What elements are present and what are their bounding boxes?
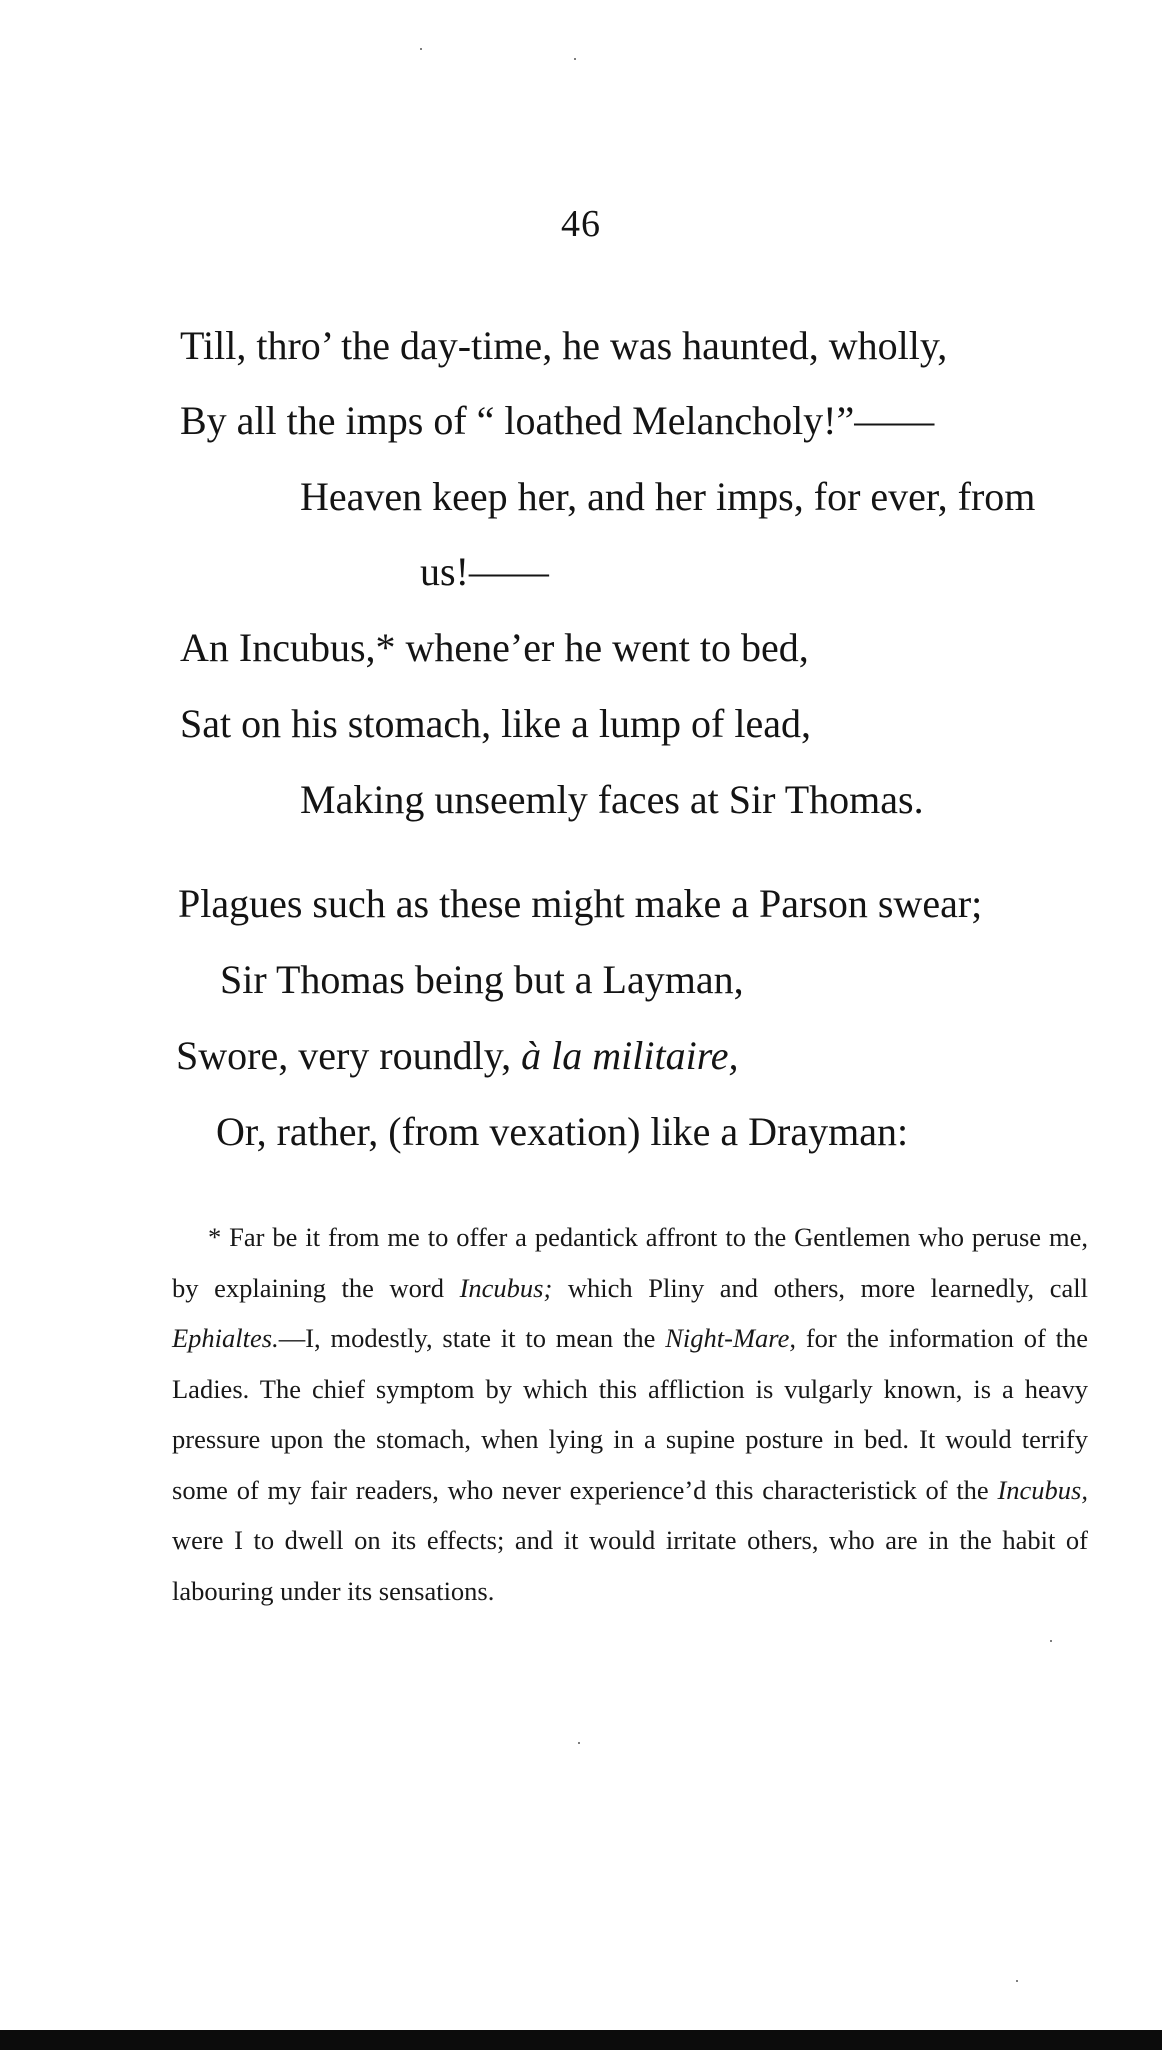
verse-line: Sat on his stomach, like a lump of lead, bbox=[180, 701, 811, 746]
verse-line: Heaven keep her, and her imps, for ever, from bbox=[300, 474, 1036, 519]
verse-line: Till, thro’ the day-time, he was haunted, wholly, bbox=[180, 323, 948, 368]
verse-line: Plagues such as these might make a Parson swear; bbox=[178, 881, 983, 926]
verse-line: Sir Thomas being but a Layman, bbox=[220, 957, 744, 1002]
footnote bbox=[172, 1212, 1088, 1616]
footnote-text: were I to dwell on its effects; and it would irritate others, who are in the habit of labouring under its sensations. bbox=[172, 1525, 1088, 1606]
footnote-text: —I, modestly, state it to mean the bbox=[278, 1323, 666, 1353]
footnote-text: which Pliny and others, more learnedly, call bbox=[552, 1272, 1088, 1303]
verse-line: An Incubus,* whene’er he went to bed, bbox=[180, 625, 809, 670]
verse-line bbox=[176, 1033, 739, 1078]
page-number: 46 bbox=[561, 203, 601, 245]
paper-speck bbox=[574, 58, 576, 60]
footnote-italic: Ephialtes. bbox=[172, 1323, 279, 1353]
footnote-italic: Incubus; bbox=[459, 1272, 553, 1303]
bottom-edge-bar bbox=[0, 2030, 1162, 2050]
verse-line-italic: à la militaire, bbox=[521, 1033, 739, 1078]
paper-speck bbox=[420, 48, 422, 50]
verse-line-text: Swore, very roundly, bbox=[176, 1033, 522, 1078]
footnote-italic: Incubus, bbox=[997, 1474, 1088, 1505]
verse-line: Making unseemly faces at Sir Thomas. bbox=[300, 777, 924, 822]
footnote-italic: Night-Mare, bbox=[665, 1323, 796, 1353]
footnote-text: for the information of the Ladies. The chief symptom by which this affliction is vulgarly known, is a heavy pressure upon the stomach, when lying in a supine posture in bed. It would terrify some of my fair readers, who never experience’d this characteristick of the bbox=[172, 1323, 1088, 1505]
paper-speck bbox=[1050, 1640, 1052, 1642]
paper-speck bbox=[578, 1742, 580, 1744]
verse-line: Or, rather, (from vexation) like a Drayman: bbox=[216, 1109, 909, 1154]
paper-speck bbox=[1016, 1980, 1018, 1982]
verse-line: By all the imps of “ loathed Melancholy!”—— bbox=[180, 398, 935, 443]
footnote-text: * Far be it from me to offer a pedantick affront to the Gentlemen who peruse me, by explaining the word bbox=[172, 1222, 1088, 1303]
verse-line: us!—— bbox=[420, 549, 549, 594]
